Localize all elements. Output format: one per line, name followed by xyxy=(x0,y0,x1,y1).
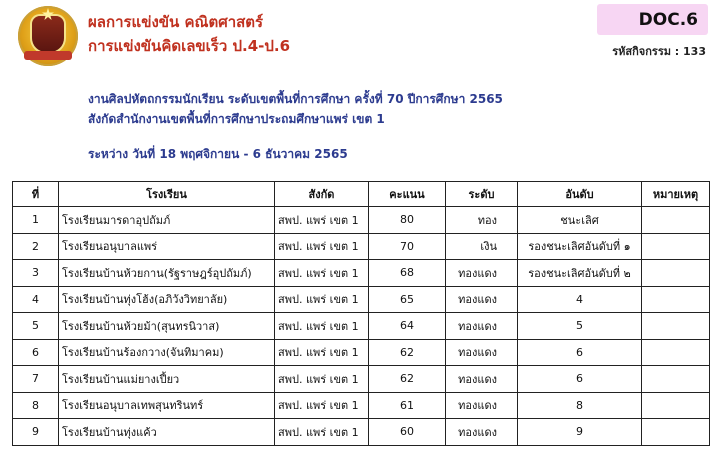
table-row xyxy=(13,313,710,340)
cell-remark xyxy=(642,207,710,234)
event-info-line: งานศิลปหัตถกรรมนักเรียน ระดับเขตพื้นที่การศึกษา ครั้งที่ 70 ปีการศึกษา 2565 xyxy=(88,92,503,106)
col-header-no: ที่ xyxy=(13,182,59,207)
table-row xyxy=(13,366,710,393)
table-row xyxy=(13,286,710,313)
cell-no: 2 xyxy=(13,233,59,260)
cell-level: ทองแดง xyxy=(446,286,518,313)
cell-no: 4 xyxy=(13,286,59,313)
cell-affiliation: สพป. แพร่ เขต 1 xyxy=(275,207,369,234)
table-row xyxy=(13,339,710,366)
doc-badge-label: DOC.6 xyxy=(638,9,698,30)
cell-affiliation: สพป. แพร่ เขต 1 xyxy=(275,286,369,313)
cell-affiliation: สพป. แพร่ เขต 1 xyxy=(275,392,369,419)
cell-score: 68 xyxy=(369,260,446,287)
cell-remark xyxy=(642,260,710,287)
cell-level: เงิน xyxy=(446,233,518,260)
page-title: ผลการแข่งขัน คณิตศาสตร์ xyxy=(88,13,264,31)
cell-level: ทองแดง xyxy=(446,366,518,393)
cell-rank: รองชนะเลิศอันดับที่ ๒ xyxy=(518,260,642,287)
cell-school: โรงเรียนบ้านห้วยกาน(รัฐราษฎร์อุปถัมภ์) xyxy=(59,260,275,287)
cell-level: ทองแดง xyxy=(446,392,518,419)
cell-rank: รองชนะเลิศอันดับที่ ๑ xyxy=(518,233,642,260)
col-header-school: โรงเรียน xyxy=(59,182,275,207)
cell-school: โรงเรียนบ้านร้องกวาง(จันทิมาคม) xyxy=(59,339,275,366)
cell-no: 9 xyxy=(13,419,59,446)
cell-rank: 8 xyxy=(518,392,642,419)
cell-rank: 6 xyxy=(518,366,642,393)
col-header-affiliation: สังกัด xyxy=(275,182,369,207)
cell-no: 6 xyxy=(13,339,59,366)
table-row xyxy=(13,207,710,234)
cell-level: ทองแดง xyxy=(446,260,518,287)
cell-no: 8 xyxy=(13,392,59,419)
cell-level: ทองแดง xyxy=(446,419,518,446)
cell-remark xyxy=(642,392,710,419)
cell-score: 65 xyxy=(369,286,446,313)
cell-remark xyxy=(642,339,710,366)
cell-score: 64 xyxy=(369,313,446,340)
table-row xyxy=(13,260,710,287)
table-row xyxy=(13,392,710,419)
activity-code: รหัสกิจกรรม : 133 xyxy=(612,45,706,58)
table-row xyxy=(13,419,710,446)
cell-no: 3 xyxy=(13,260,59,287)
table-row xyxy=(13,233,710,260)
col-header-score: คะแนน xyxy=(369,182,446,207)
table-header-row xyxy=(13,182,710,207)
emblem-ribbon xyxy=(24,51,72,60)
cell-remark xyxy=(642,286,710,313)
cell-school: โรงเรียนบ้านทุ่งแค้ว xyxy=(59,419,275,446)
cell-rank: ชนะเลิศ xyxy=(518,207,642,234)
cell-school: โรงเรียนบ้านทุ่งโฮ้ง(อภิวังวิทยาลัย) xyxy=(59,286,275,313)
results-table xyxy=(12,181,710,446)
cell-affiliation: สพป. แพร่ เขต 1 xyxy=(275,366,369,393)
cell-remark xyxy=(642,419,710,446)
cell-school: โรงเรียนอนุบาลเทพสุนทรินทร์ xyxy=(59,392,275,419)
cell-no: 1 xyxy=(13,207,59,234)
col-header-rank: อันดับ xyxy=(518,182,642,207)
cell-remark xyxy=(642,233,710,260)
cell-score: 60 xyxy=(369,419,446,446)
cell-affiliation: สพป. แพร่ เขต 1 xyxy=(275,339,369,366)
page-subtitle: การแข่งขันคิดเลขเร็ว ป.4-ป.6 xyxy=(88,37,291,55)
col-header-remark: หมายเหตุ xyxy=(642,182,710,207)
cell-rank: 9 xyxy=(518,419,642,446)
cell-no: 7 xyxy=(13,366,59,393)
cell-score: 62 xyxy=(369,339,446,366)
cell-no: 5 xyxy=(13,313,59,340)
cell-score: 80 xyxy=(369,207,446,234)
cell-rank: 6 xyxy=(518,339,642,366)
cell-affiliation: สพป. แพร่ เขต 1 xyxy=(275,233,369,260)
cell-rank: 5 xyxy=(518,313,642,340)
cell-school: โรงเรียนบ้านแม่ยางเปี้ยว xyxy=(59,366,275,393)
cell-score: 70 xyxy=(369,233,446,260)
cell-level: ทอง xyxy=(446,207,518,234)
school-emblem-logo xyxy=(18,6,78,66)
doc-badge xyxy=(597,4,708,35)
cell-rank: 4 xyxy=(518,286,642,313)
organizer-info-line: สังกัดสำนักงานเขตพื้นที่การศึกษาประถมศึกษาแพร่ เขต 1 xyxy=(88,112,385,126)
emblem-shield xyxy=(32,16,64,52)
cell-score: 62 xyxy=(369,366,446,393)
col-header-level: ระดับ xyxy=(446,182,518,207)
cell-school: โรงเรียนอนุบาลแพร่ xyxy=(59,233,275,260)
cell-affiliation: สพป. แพร่ เขต 1 xyxy=(275,419,369,446)
cell-remark xyxy=(642,366,710,393)
cell-affiliation: สพป. แพร่ เขต 1 xyxy=(275,313,369,340)
cell-level: ทองแดง xyxy=(446,313,518,340)
date-range-line: ระหว่าง วันที่ 18 พฤศจิกายน - 6 ธันวาคม 2565 xyxy=(88,147,348,161)
cell-score: 61 xyxy=(369,392,446,419)
cell-affiliation: สพป. แพร่ เขต 1 xyxy=(275,260,369,287)
cell-level: ทองแดง xyxy=(446,339,518,366)
cell-remark xyxy=(642,313,710,340)
cell-school: โรงเรียนบ้านห้วยม้า(สุนทรนิวาส) xyxy=(59,313,275,340)
cell-school: โรงเรียนมารดาอุปถัมภ์ xyxy=(59,207,275,234)
